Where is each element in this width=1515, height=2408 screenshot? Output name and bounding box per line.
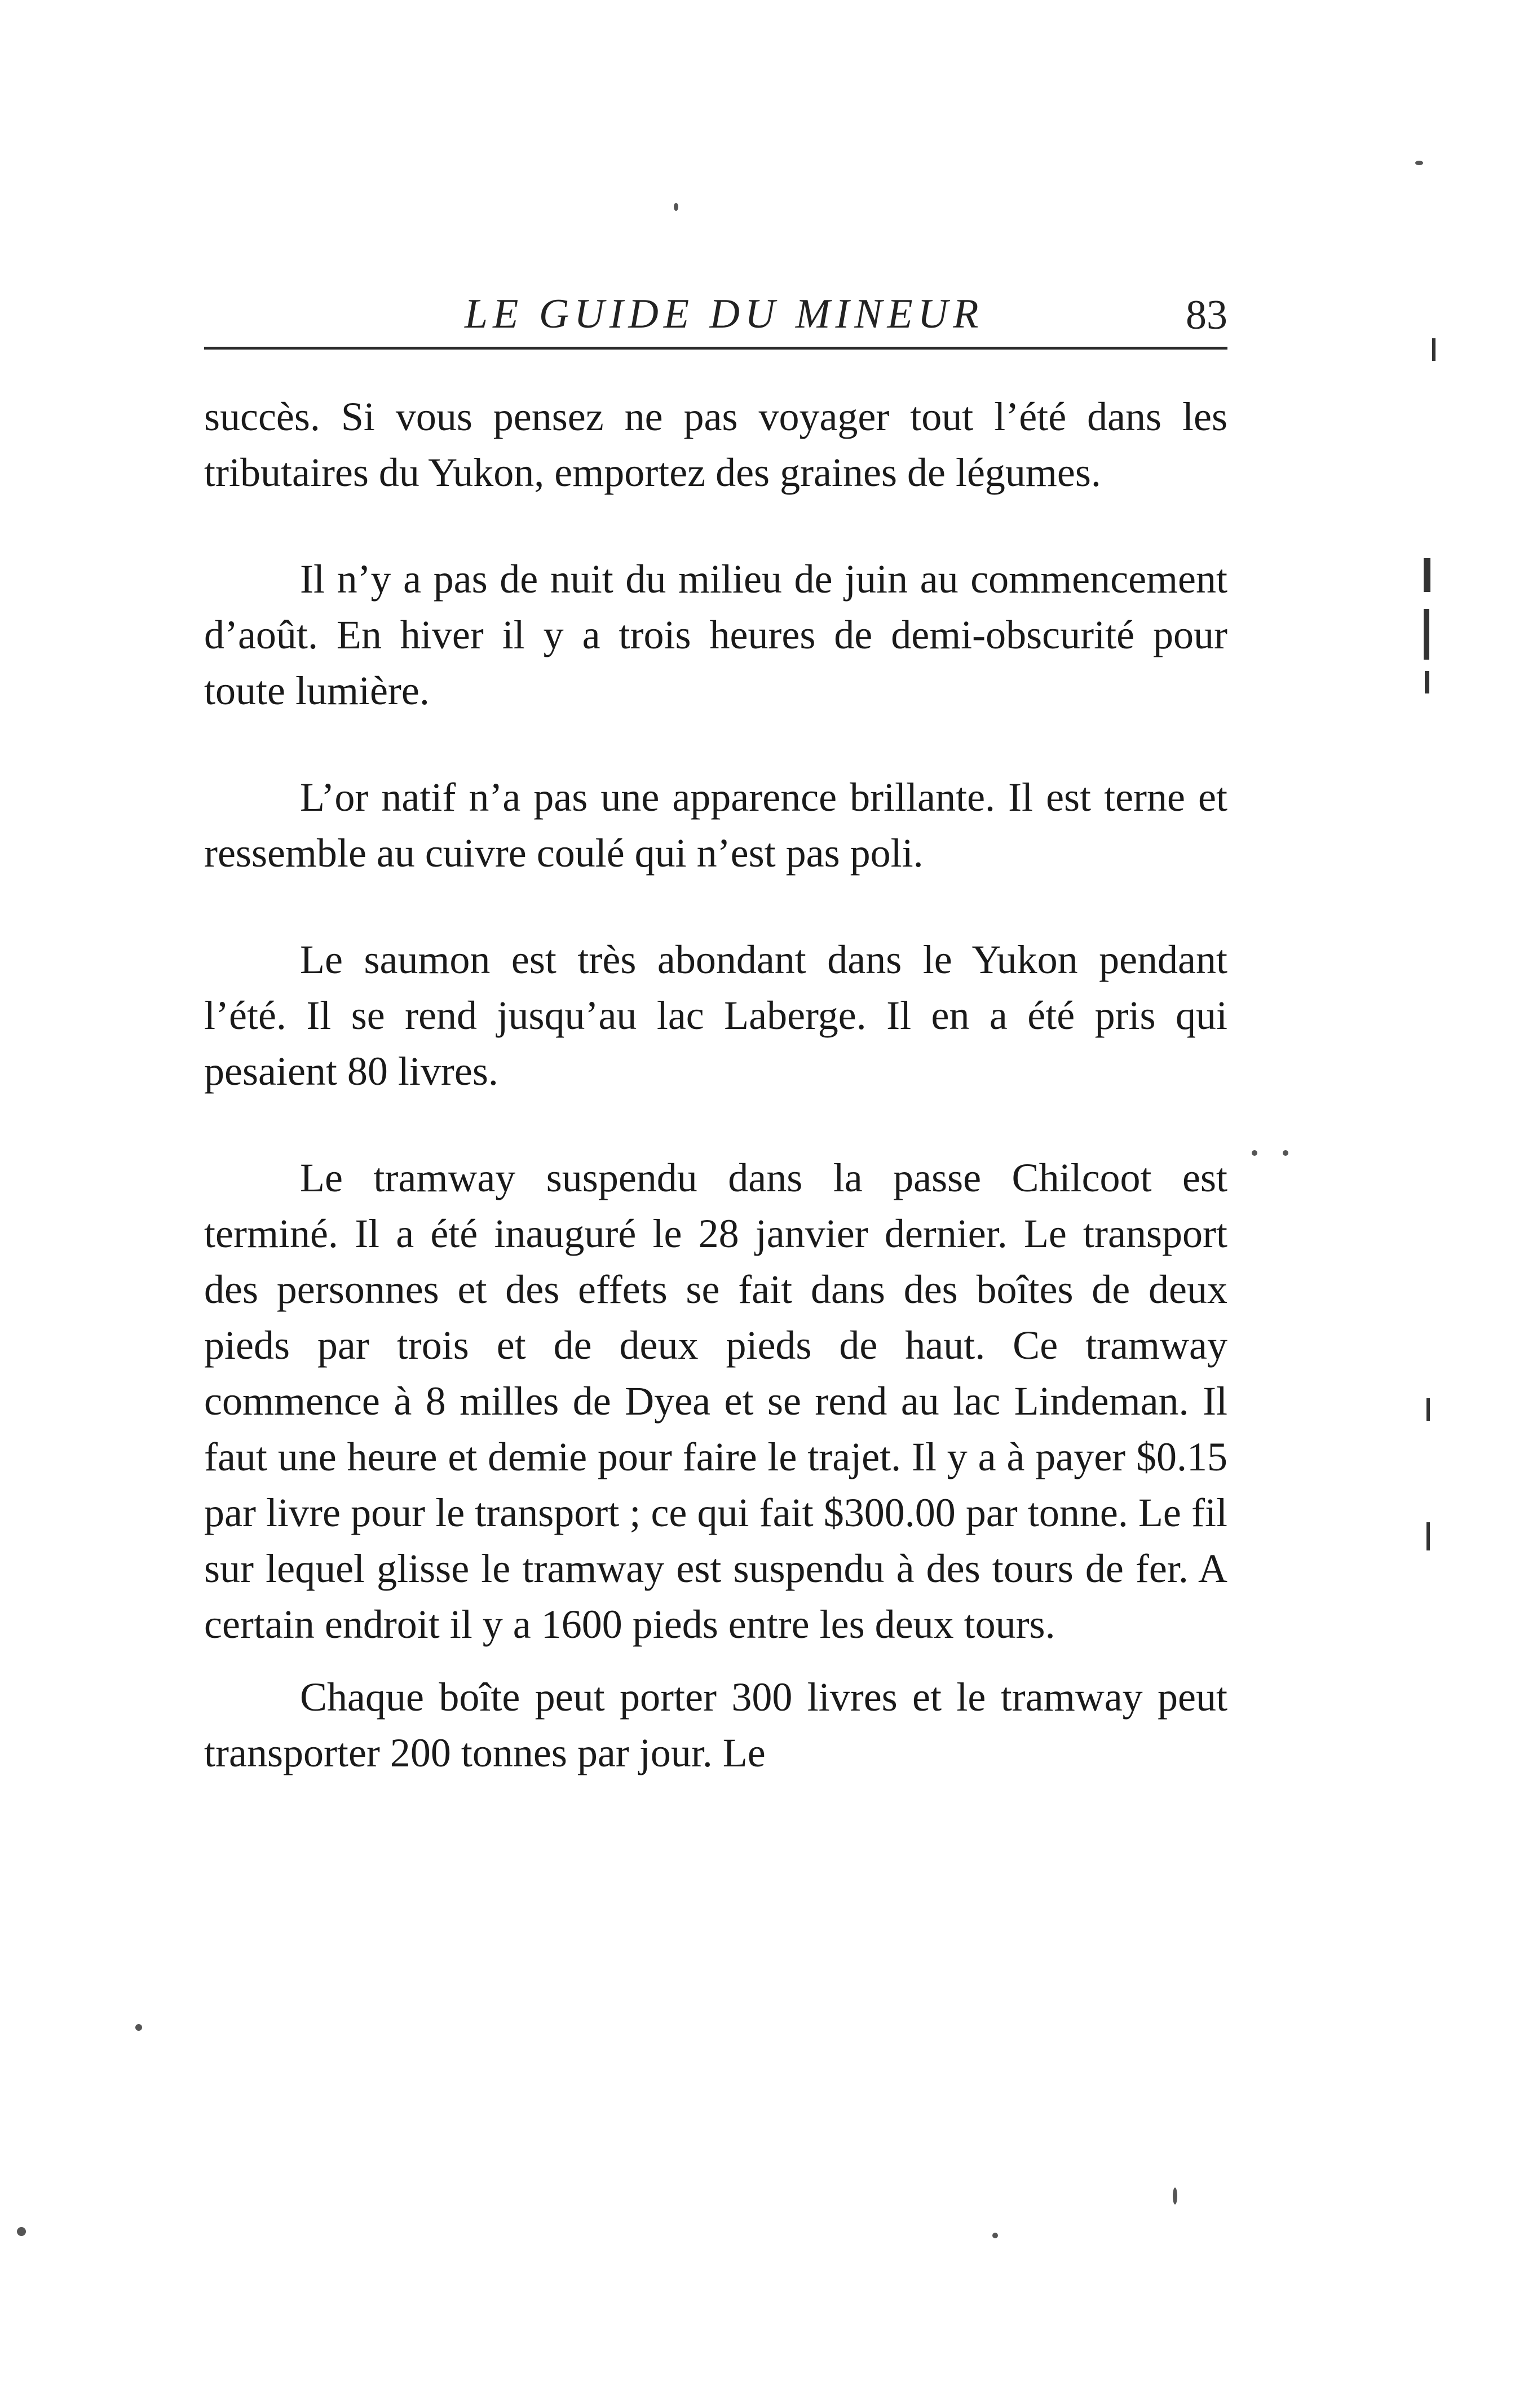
margin-mark <box>1426 1398 1430 1421</box>
margin-mark <box>1424 609 1429 660</box>
scan-speck <box>1173 2188 1177 2204</box>
paragraph-2: Il n’y a pas de nuit du milieu de juin au commencement d’août. En hiver il y a trois heures de demi-obscurité pour toute lumière. <box>204 556 1227 713</box>
paragraph-5: Le tramway suspendu dans la passe Chilcoot est terminé. Il a été inauguré le 28 janvier dernier. Le transport des personnes et des effets se fait dans des boîtes de deux pieds par trois et de deux pieds de haut. Ce tramway commence à 8 milles de Dyea et se rend au lac Lindeman. Il faut une heure et demie pour faire le trajet. Il y a à payer $0.15 par livre pour le transport ; ce qui fait $300.00 par tonne. Le fil sur lequel glisse le tramway est suspendu à des tours de fer. A certain endroit il y a 1600 pieds entre les deux tours. <box>204 1155 1227 1647</box>
scan-speck <box>992 2233 998 2238</box>
scan-speck <box>17 2227 26 2236</box>
paragraph-3: L’or natif n’a pas une apparence brillante. Il est terne et ressemble au cuivre coulé qui n’est pas poli. <box>204 775 1227 876</box>
scan-speck <box>1252 1150 1257 1156</box>
scan-speck <box>1283 1150 1288 1156</box>
page-number: 83 <box>1186 292 1227 338</box>
margin-mark <box>1425 671 1429 693</box>
paragraph-1: succès. Si vous pensez ne pas voyager tout l’été dans les tributaires du Yukon, emportez des graines de légumes. <box>204 394 1227 495</box>
body-text <box>204 389 1227 1832</box>
scan-speck <box>135 2024 142 2031</box>
paragraph-6: Chaque boîte peut porter 300 livres et le tramway peut transporter 200 tonnes par jour. Le <box>204 1674 1227 1775</box>
page-header <box>204 285 1227 350</box>
paragraph-4: Le saumon est très abondant dans le Yukon pendant l’été. Il se rend jusqu’au lac Laberge. Il en a été pris qui pesaient 80 livres. <box>204 937 1227 1094</box>
scan-speck <box>1415 161 1423 165</box>
margin-mark <box>1424 558 1430 592</box>
margin-mark <box>1426 1522 1430 1550</box>
scan-speck <box>674 203 678 211</box>
margin-mark <box>1432 338 1436 361</box>
running-title: LE GUIDE DU MINEUR <box>465 291 984 337</box>
